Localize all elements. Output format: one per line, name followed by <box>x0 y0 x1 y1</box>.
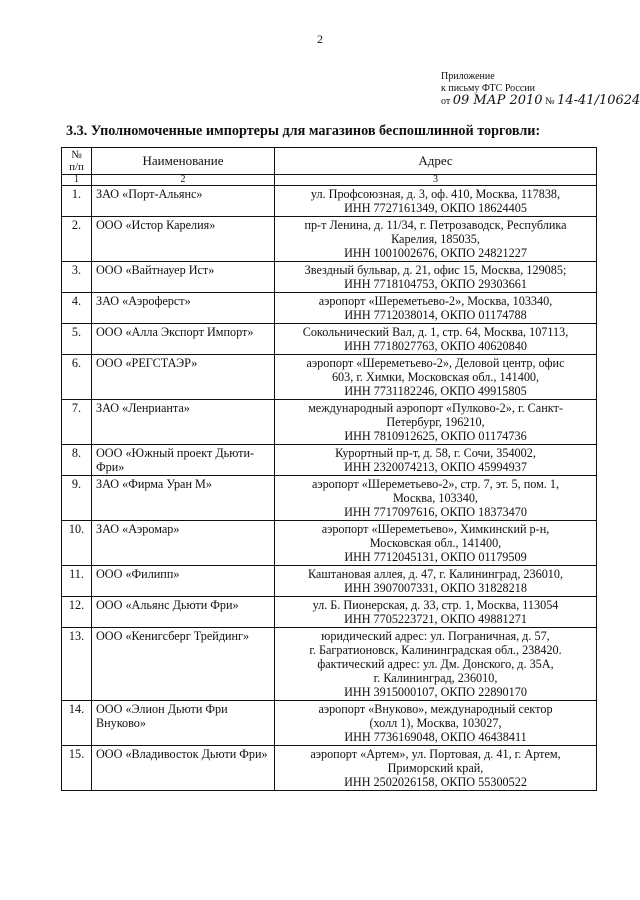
table-row <box>62 445 597 476</box>
annex-number-prefix: № <box>545 96 555 107</box>
company-name: ООО «Вайтнауер Ист» <box>92 262 275 293</box>
address-line: ул. Б. Пионерская, д. 33, стр. 1, Москва, 113054 <box>312 598 559 612</box>
company-address <box>275 476 597 521</box>
row-number: 3. <box>62 262 92 293</box>
company-name: ООО «Владивосток Дьюти Фри» <box>92 746 275 791</box>
table-row <box>62 628 597 701</box>
importers-table <box>61 147 597 791</box>
company-name: ООО «Кенигсберг Трейдинг» <box>92 628 275 701</box>
table-row <box>62 186 597 217</box>
address-line: Курортный пр-т, д. 58, г. Сочи, 354002, <box>335 446 536 460</box>
company-address <box>275 445 597 476</box>
company-name: ЗАО «Фирма Уран М» <box>92 476 275 521</box>
header-name: Наименование <box>92 148 275 175</box>
address-line: Карелия, 185035, <box>391 232 480 246</box>
address-line: юридический адрес: ул. Пограничная, д. 57, <box>321 629 550 643</box>
address-line: Сокольнический Вал, д. 1, стр. 64, Москва, 107113, <box>302 325 569 339</box>
company-name: ЗАО «Ленрианта» <box>92 400 275 445</box>
company-address <box>275 355 597 400</box>
row-number: 11. <box>62 566 92 597</box>
table-row <box>62 355 597 400</box>
company-address <box>275 324 597 355</box>
row-number: 10. <box>62 521 92 566</box>
address-line: ИНН 7731182246, ОКПО 49915805 <box>344 384 527 398</box>
company-address <box>275 701 597 746</box>
company-address <box>275 628 597 701</box>
company-name: ЗАО «Порт-Альянс» <box>92 186 275 217</box>
address-line: пр-т Ленина, д. 11/34, г. Петрозаводск, Республика <box>304 218 567 232</box>
row-number: 7. <box>62 400 92 445</box>
company-address <box>275 400 597 445</box>
address-line: аэропорт «Шереметьево-2», Деловой центр, офис <box>306 356 565 370</box>
company-address <box>275 217 597 262</box>
row-number: 14. <box>62 701 92 746</box>
annex-date-prefix: от <box>441 96 451 107</box>
row-number: 1. <box>62 186 92 217</box>
address-line: ИНН 2502026158, ОКПО 55300522 <box>344 775 527 789</box>
row-number: 2. <box>62 217 92 262</box>
index-cell: 1 <box>62 175 92 186</box>
section-heading: 3.3. Уполномоченные импортеры для магазинов беспошлинной торговли: <box>66 123 541 139</box>
table-row <box>62 262 597 293</box>
address-line: аэропорт «Внуково», международный сектор <box>318 702 553 716</box>
address-line: (холл 1), Москва, 103027, <box>369 716 502 730</box>
company-address <box>275 566 597 597</box>
table-row <box>62 324 597 355</box>
row-number: 13. <box>62 628 92 701</box>
row-number: 12. <box>62 597 92 628</box>
address-line: 603, г. Химки, Московская обл., 141400, <box>331 370 540 384</box>
address-line: Каштановая аллея, д. 47, г. Калининград, 236010, <box>307 567 564 581</box>
company-name: ЗАО «Аэроферст» <box>92 293 275 324</box>
address-line: Петербург, 196210, <box>386 415 485 429</box>
company-address <box>275 293 597 324</box>
address-line: ИНН 7717097616, ОКПО 18373470 <box>344 505 527 519</box>
annex-date: 09 МАР 2010 <box>452 93 543 108</box>
address-line: г. Багратионовск, Калининградская обл., 238420. <box>309 643 562 657</box>
address-line: ИНН 1001002676, ОКПО 24821227 <box>344 246 527 260</box>
row-number: 6. <box>62 355 92 400</box>
table-row <box>62 521 597 566</box>
row-number: 9. <box>62 476 92 521</box>
address-line: аэропорт «Артем», ул. Портовая, д. 41, г. Артем, <box>310 747 561 761</box>
company-name: ООО «Филипп» <box>92 566 275 597</box>
address-line: ИНН 7718027763, ОКПО 40620840 <box>344 339 527 353</box>
page-number: 2 <box>317 32 323 46</box>
table-row <box>62 400 597 445</box>
table-row <box>62 701 597 746</box>
address-line: ИНН 3915000107, ОКПО 22890170 <box>344 685 527 699</box>
company-address <box>275 597 597 628</box>
company-address <box>275 186 597 217</box>
company-address <box>275 521 597 566</box>
company-name: ООО «РЕГСТАЭР» <box>92 355 275 400</box>
table-row <box>62 597 597 628</box>
address-line: Приморский край, <box>387 761 484 775</box>
address-line: аэропорт «Шереметьево-2», Москва, 103340, <box>318 294 553 308</box>
row-number: 8. <box>62 445 92 476</box>
table-row <box>62 566 597 597</box>
header-address: Адрес <box>275 148 597 175</box>
annex-number: 14-41/10624 <box>557 93 640 108</box>
table-row <box>62 217 597 262</box>
company-name: ООО «Истор Карелия» <box>92 217 275 262</box>
address-line: ИНН 7736169048, ОКПО 46438411 <box>344 730 527 744</box>
row-number: 15. <box>62 746 92 791</box>
address-line: Московская обл., 141400, <box>369 536 502 550</box>
annex-title: Приложение <box>441 71 495 82</box>
address-line: ИНН 7705223721, ОКПО 49881271 <box>344 612 527 626</box>
row-number: 5. <box>62 324 92 355</box>
address-line: ИНН 7712038014, ОКПО 01174788 <box>344 308 527 322</box>
table-index-row <box>62 175 597 186</box>
company-address <box>275 746 597 791</box>
company-name: ООО «Южный проект Дьюти-Фри» <box>92 445 275 476</box>
company-name: ООО «Элион Дьюти Фри Внуково» <box>92 701 275 746</box>
annex-letter-ref: к письму ФТС России <box>441 83 535 94</box>
address-line: Звездный бульвар, д. 21, офис 15, Москва, 129085; <box>304 263 567 277</box>
table-row <box>62 293 597 324</box>
address-line: ИНН 7712045131, ОКПО 01179509 <box>344 550 527 564</box>
address-line: фактический адрес: ул. Дм. Донского, д. 35А, <box>317 657 554 671</box>
address-line: ИНН 7727161349, ОКПО 18624405 <box>344 201 527 215</box>
row-number: 4. <box>62 293 92 324</box>
address-line: г. Калининград, 236010, <box>373 671 498 685</box>
header-num: № п/п <box>62 148 92 175</box>
company-name: ООО «Альянс Дьюти Фри» <box>92 597 275 628</box>
address-line: аэропорт «Шереметьево», Химкинский р-н, <box>321 522 550 536</box>
company-address <box>275 262 597 293</box>
index-cell: 3 <box>275 175 597 186</box>
address-line: ИНН 2320074213, ОКПО 45994937 <box>344 460 527 474</box>
annex-date-number <box>441 93 640 108</box>
address-line: аэропорт «Шереметьево-2», стр. 7, эт. 5, пом. 1, <box>311 477 560 491</box>
address-line: ИНН 3907007331, ОКПО 31828218 <box>344 581 527 595</box>
address-line: ул. Профсоюзная, д. 3, оф. 410, Москва, 117838, <box>310 187 561 201</box>
address-line: Москва, 103340, <box>393 491 478 505</box>
annex-block <box>441 71 640 108</box>
address-line: международный аэропорт «Пулково-2», г. Санкт- <box>308 401 563 415</box>
table-header-row <box>62 148 597 175</box>
company-name: ООО «Алла Экспорт Импорт» <box>92 324 275 355</box>
table-row <box>62 476 597 521</box>
address-line: ИНН 7718104753, ОКПО 29303661 <box>344 277 527 291</box>
table-row <box>62 746 597 791</box>
index-cell: 2 <box>92 175 275 186</box>
address-line: ИНН 7810912625, ОКПО 01174736 <box>344 429 527 443</box>
company-name: ЗАО «Аэромар» <box>92 521 275 566</box>
